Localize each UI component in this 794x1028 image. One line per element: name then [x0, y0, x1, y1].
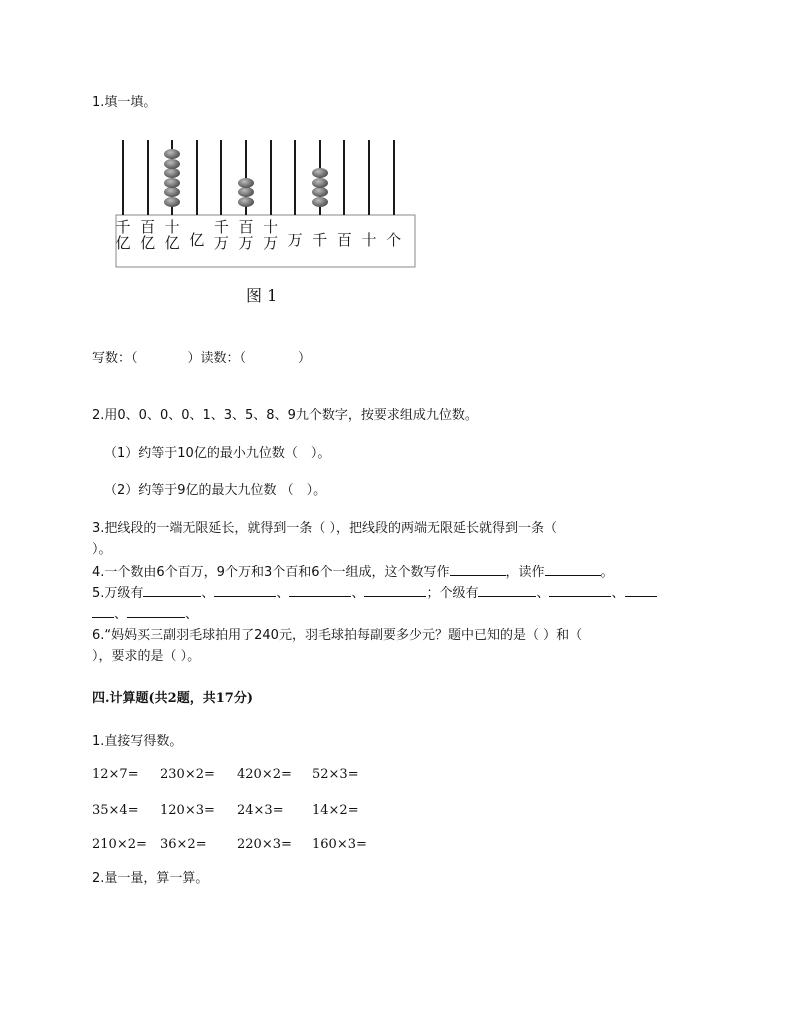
abacus-bead [312, 168, 328, 178]
q5-ge-blank-2[interactable] [549, 584, 611, 597]
calc2-title: 2.量一量，算一算。 [92, 871, 209, 886]
abacus-place-label: 十亿 [164, 218, 180, 252]
abacus-rod [270, 140, 272, 215]
q5-sep-3: 、 [351, 586, 365, 601]
abacus-place-label: 个 [386, 231, 402, 249]
q4-write-blank[interactable] [450, 563, 506, 576]
section4-title: 四.计算题(共2题，共17分) [92, 691, 253, 706]
abacus-rod [196, 140, 198, 215]
q4-line [92, 563, 614, 582]
abacus-bead [238, 178, 254, 188]
abacus-bead [238, 197, 254, 207]
abacus-rod [122, 140, 124, 215]
write-number-label: 写数：（ [92, 351, 138, 366]
calc-item: 160×3= [312, 837, 367, 852]
abacus-bead [238, 187, 254, 197]
write-number-blank[interactable] [138, 350, 188, 362]
q5-ge-blank-1[interactable] [478, 584, 536, 597]
q1-title: 1.填一填。 [92, 95, 157, 110]
q5-ge-blank-4[interactable] [127, 605, 185, 618]
abacus-rod [220, 140, 222, 215]
q3-line1: 3.把线段的一端无限延长，就得到一条（ ），把线段的两端无限延长就得到一条（ [92, 521, 558, 536]
q5-wan-blank-1[interactable] [143, 584, 201, 597]
abacus-place-label: 千 [312, 231, 328, 249]
calc-item: 12×7= [92, 767, 139, 782]
calc-item: 52×3= [312, 767, 359, 782]
q2-title: 2.用0、0、0、0、1、3、5、8、9九个数字，按要求组成九位数。 [92, 408, 478, 423]
abacus-bead [312, 197, 328, 207]
calc1-title: 1.直接写得数。 [92, 734, 183, 749]
calc-item: 210×2= [92, 837, 147, 852]
q6-line2: ），要求的是（ ）。 [92, 649, 201, 664]
calc-item: 14×2= [312, 803, 359, 818]
calc-item: 24×3= [237, 803, 284, 818]
q5-wan-blank-4[interactable] [364, 584, 426, 597]
calc-item: 420×2= [237, 767, 292, 782]
read-number-label: ）读数：（ [187, 351, 247, 366]
abacus-place-label: 十 [361, 231, 377, 249]
abacus-place-label: 千亿 [115, 218, 131, 252]
q5-sep-7: 、 [185, 607, 199, 622]
q4-text-c: 。 [600, 565, 614, 580]
abacus-rod [393, 140, 395, 215]
abacus-place-label: 千万 [213, 218, 229, 252]
calc-item: 36×2= [160, 837, 207, 852]
q4-read-blank[interactable] [545, 563, 601, 576]
abacus-place-label: 百 [336, 231, 352, 249]
q5-line2 [92, 605, 198, 624]
q4-text-a: 4.一个数由6个百万，9个万和3个百和6个一组成，这个数写作 [92, 565, 450, 580]
q1-answer-line [92, 350, 311, 368]
calc-item: 230×2= [160, 767, 215, 782]
q5-sep-5: 、 [611, 586, 625, 601]
q5-ge-blank-3[interactable] [625, 584, 657, 597]
q5-prefix: 5.万级有 [92, 586, 144, 601]
q5-sep-2: 、 [276, 586, 290, 601]
calc-item: 220×3= [237, 837, 292, 852]
q2-sub1: （1）约等于10亿的最小九位数（ ）。 [104, 446, 331, 461]
read-number-close: ） [298, 351, 312, 366]
abacus-bead [164, 159, 180, 169]
q5-line1 [92, 584, 657, 603]
q5-sep-4: 、 [536, 586, 550, 601]
abacus-place-label: 万 [287, 231, 303, 249]
abacus-rod [147, 140, 149, 215]
q4-text-b: ，读作 [505, 565, 545, 580]
calc-item: 35×4= [92, 803, 139, 818]
q5-wan-blank-3[interactable] [289, 584, 351, 597]
calc-item: 120×3= [160, 803, 215, 818]
q5-sep-6: 、 [114, 607, 128, 622]
abacus-bead [312, 187, 328, 197]
read-number-blank[interactable] [246, 350, 298, 362]
q5-ge-blank-3-cont[interactable] [92, 605, 114, 618]
abacus-place-label: 亿 [189, 231, 205, 249]
q3-line2: ）。 [92, 542, 112, 557]
abacus-bead [164, 178, 180, 188]
abacus-place-label: 百万 [238, 218, 254, 252]
q5-wan-blank-2[interactable] [214, 584, 276, 597]
abacus-bead [164, 197, 180, 207]
abacus-figure [113, 135, 418, 315]
abacus-rod [343, 140, 345, 215]
abacus-rod [294, 140, 296, 215]
q2-sub2: （2）约等于9亿的最大九位数 （ ）。 [104, 483, 327, 498]
q6-line1: 6.“妈妈买三副羽毛球拍用了240元，羽毛球拍每副要多少元？题中已知的是（ ）和（ [92, 628, 583, 643]
q5-sep-1: 、 [201, 586, 215, 601]
q5-mid: ；个级有 [426, 586, 479, 601]
abacus-rod [368, 140, 370, 215]
abacus-place-label: 百亿 [140, 218, 156, 252]
abacus-bead [312, 178, 328, 188]
abacus-place-label: 十万 [263, 218, 279, 252]
figure-caption: 图 1 [246, 286, 278, 305]
